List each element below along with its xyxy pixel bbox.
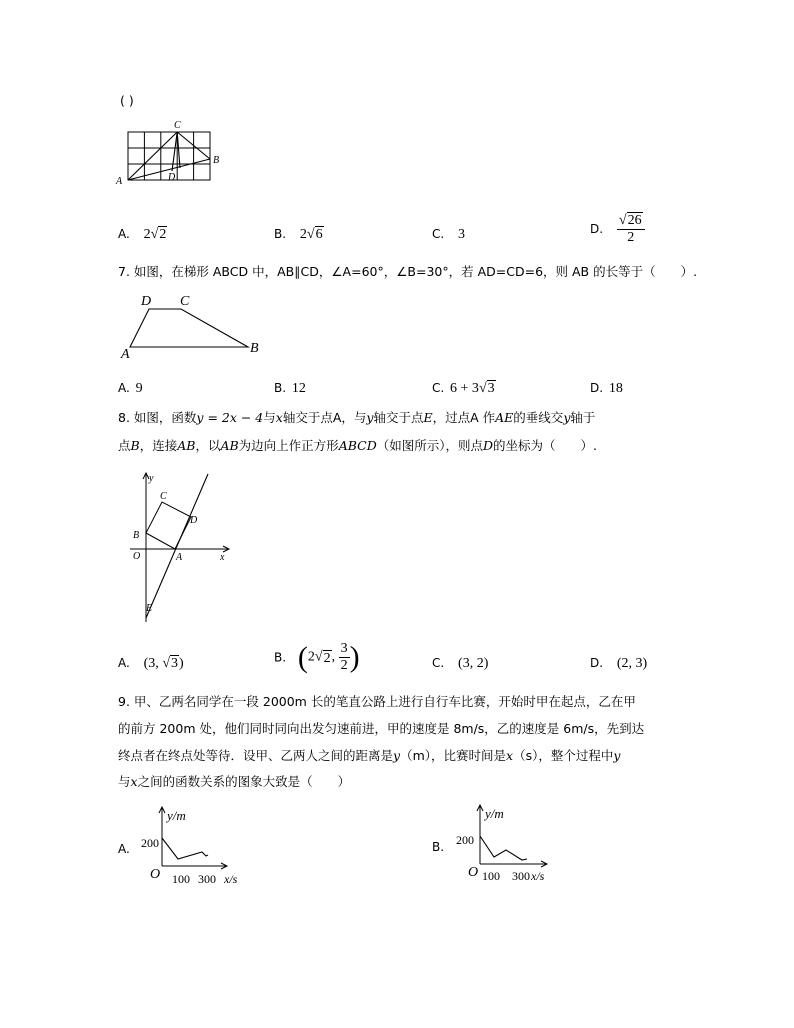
q7-option-b[interactable]: B. 12 xyxy=(274,381,306,396)
q9-option-b-label[interactable]: B. xyxy=(432,840,445,854)
label-D: D xyxy=(190,515,198,526)
origin: O xyxy=(468,865,479,880)
q8-option-d[interactable]: D. (2, 3) xyxy=(590,656,648,671)
origin: O xyxy=(150,867,161,882)
q9-option-a-label[interactable]: A. xyxy=(118,842,130,856)
xlabel: x/s xyxy=(531,869,545,883)
q8-stem-line2: 点B，连接AB，以AB为边向上作正方形ABCD（如图所示），则点D的坐标为（ ）. xyxy=(118,438,597,453)
x-100: 100 xyxy=(172,872,190,886)
x-100: 100 xyxy=(482,869,500,883)
x-300: 300 xyxy=(512,869,530,883)
q9-stem-line4: 与x之间的函数关系的图象大致是（ ） xyxy=(118,774,351,789)
square-ABCD xyxy=(146,502,191,549)
label-C: C xyxy=(174,120,181,131)
q8-option-b[interactable]: B. (2√2, $\frac{3}{2}$ ) xyxy=(274,640,360,674)
label-C: C xyxy=(180,294,190,309)
q6-option-b[interactable]: B. 2√6 xyxy=(274,227,323,242)
label-E: E xyxy=(146,603,153,614)
label-D: D xyxy=(141,294,152,309)
ylabel: y/m xyxy=(167,808,186,823)
label-y: y xyxy=(149,473,154,484)
q9-stem-line2: 的前方 200m 处，他们同时同向出发匀速前进，甲的速度是 8m/s，乙的速度是 6m/s，先到达 xyxy=(118,721,645,736)
xlabel: x/s xyxy=(224,872,238,886)
label-B: B xyxy=(250,341,259,356)
q7-option-a[interactable]: A. 9 xyxy=(118,381,143,396)
trapezoid xyxy=(130,309,248,347)
axes xyxy=(130,473,229,622)
q7-stem: 7. 如图，在梯形 ABCD 中，AB∥CD，∠A=60°，∠B=30°，若 AD=CD=6，则 AB 的长等于（ ）. xyxy=(118,264,698,279)
q6-answer-paren: ( ) xyxy=(120,93,134,108)
q9-option-a-graph[interactable] xyxy=(138,804,258,888)
q6-option-c[interactable]: C. 3 xyxy=(432,227,466,242)
q8-option-a[interactable]: A. (3, √3) xyxy=(118,656,184,671)
q9-stem-line3: 终点者在终点处等待．设甲、乙两人之间的距离是y（m），比赛时间是x（s），整个过程中y xyxy=(118,748,621,763)
label-A: A xyxy=(121,347,130,362)
q6-option-a[interactable]: A. 2√2 xyxy=(118,227,167,242)
q7-option-d[interactable]: D. 18 xyxy=(590,381,623,396)
q8-option-c[interactable]: C. (3, 2) xyxy=(432,656,489,671)
q6-grid-figure xyxy=(112,118,227,190)
q8-coordinate-figure xyxy=(124,468,236,628)
x-300: 300 xyxy=(198,872,216,886)
q7-trapezoid-figure xyxy=(118,290,268,362)
label-A: A xyxy=(176,552,183,563)
ylabel: y/m xyxy=(485,806,504,821)
q8-stem-line1: 8. 如图，函数y = 2x − 4与x轴交于点A，与y轴交于点E，过点A 作AE的垂线交y轴于 xyxy=(118,410,596,425)
y-200: 200 xyxy=(456,833,474,847)
graph-line xyxy=(162,838,208,859)
label-B: B xyxy=(213,155,220,166)
label-B: B xyxy=(133,530,140,541)
label-A: A xyxy=(116,176,123,187)
q9-option-b-graph[interactable] xyxy=(452,802,572,886)
label-x: x xyxy=(220,552,225,563)
label-O: O xyxy=(133,551,141,562)
q6-option-d[interactable]: D. $\frac{√26}{2}$ xyxy=(590,212,645,246)
graph-line xyxy=(480,836,527,860)
q7-option-c[interactable]: C. 6 + 3√3 xyxy=(432,381,495,396)
label-C: C xyxy=(160,491,167,502)
y-200: 200 xyxy=(141,836,159,850)
q9-stem-line1: 9. 甲、乙两名同学在一段 2000m 长的笔直公路上进行自行车比赛，开始时甲在起点，乙在甲 xyxy=(118,694,636,709)
label-D: D xyxy=(168,172,176,183)
